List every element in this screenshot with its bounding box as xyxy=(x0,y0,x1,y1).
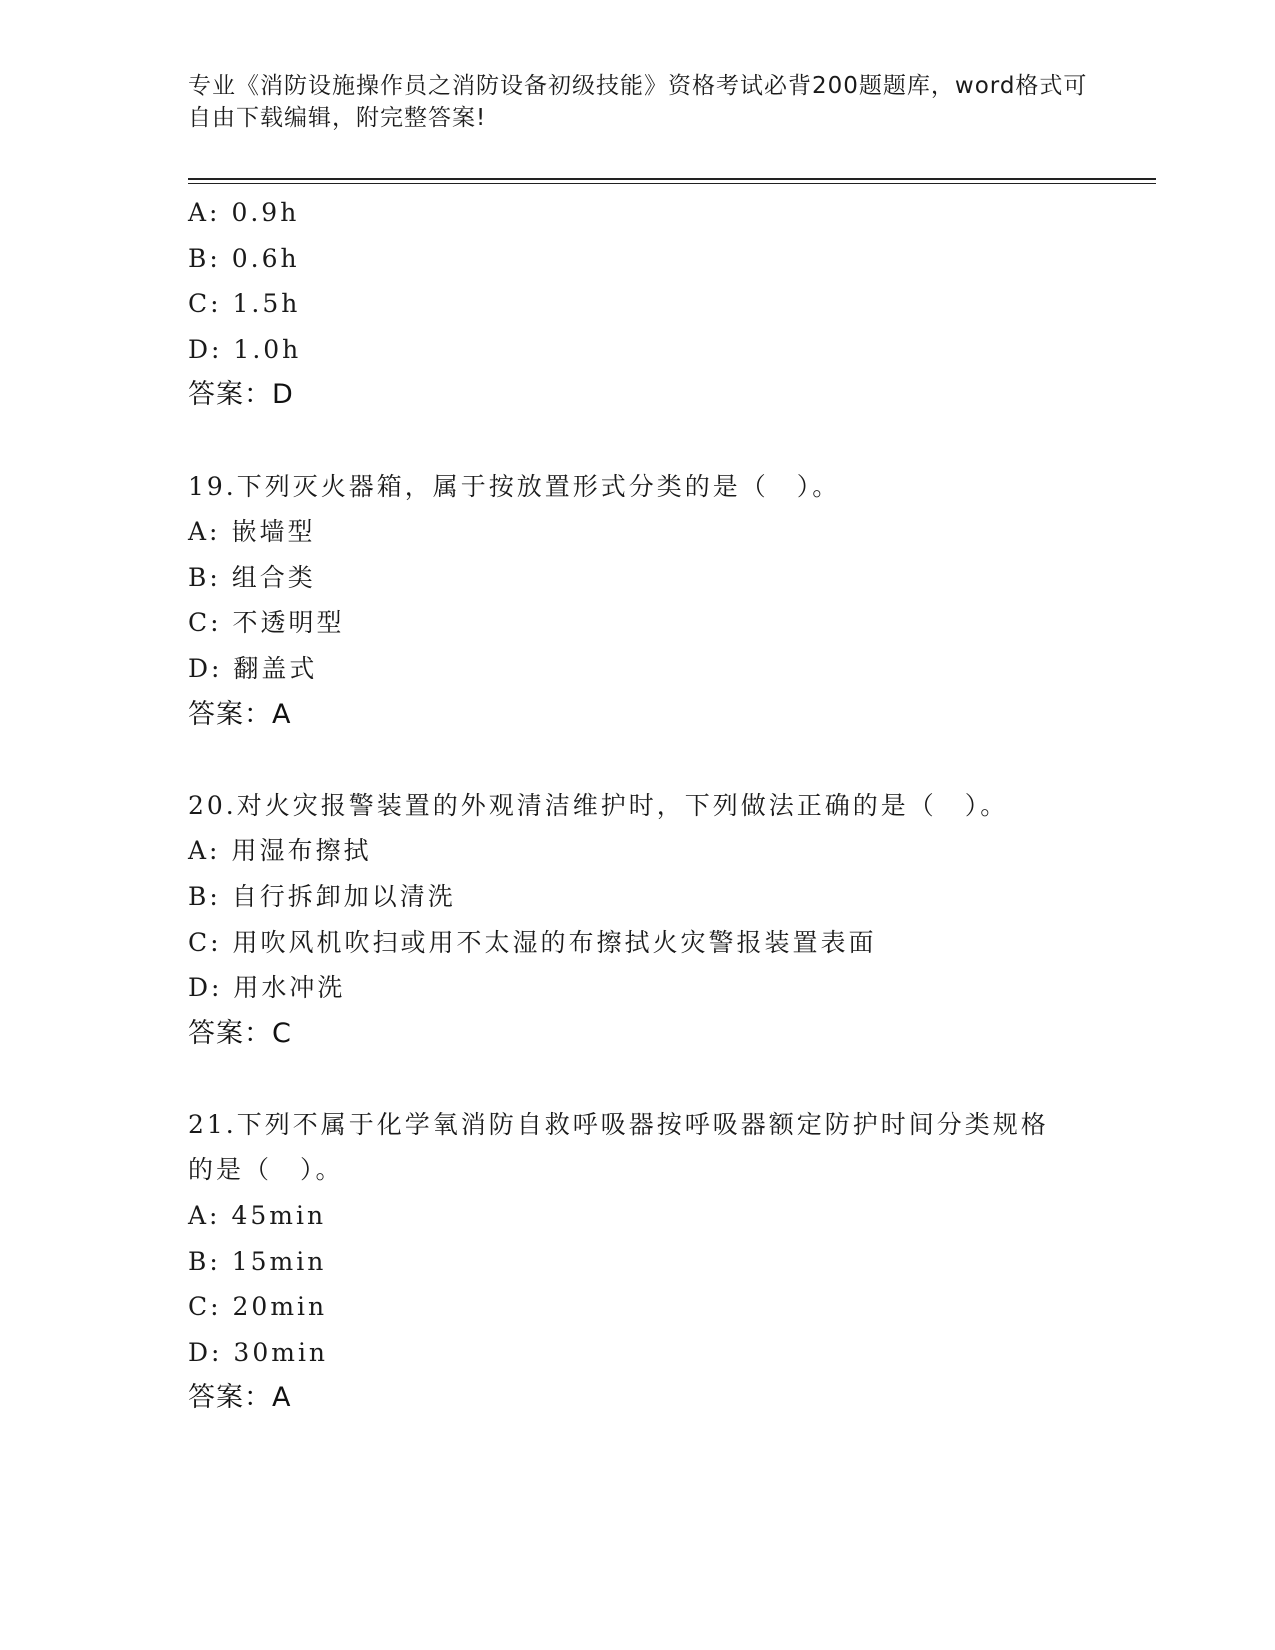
question-stem: 21.下列不属于化学氧消防自救呼吸器按呼吸器额定防护时间分类规格 xyxy=(188,1109,1049,1139)
question-stem: 20.对火灾报警装置的外观清洁维护时，下列做法正确的是（ ）。 xyxy=(188,790,1009,820)
question-stem-continued: 的是（ ）。 xyxy=(188,1155,344,1185)
answer: 答案：C xyxy=(188,1017,292,1049)
answer: 答案：D xyxy=(188,379,294,411)
option-d: D: 翻盖式 xyxy=(188,653,318,683)
question-content xyxy=(188,190,1088,1421)
option-a: A: 0.9h xyxy=(188,198,300,227)
option-b: B: 15min xyxy=(188,1246,327,1276)
option-c: C: 1.5h xyxy=(188,289,301,319)
header-rule-thick xyxy=(188,178,1156,180)
question-20 xyxy=(188,783,1088,1057)
question-21 xyxy=(188,1102,1088,1421)
header-rule-thin xyxy=(188,183,1156,184)
option-c: C: 20min xyxy=(188,1292,328,1322)
option-b: B: 0.6h xyxy=(188,243,300,273)
spacer xyxy=(188,418,1088,464)
spacer xyxy=(188,737,1088,783)
option-a: A: 用湿布擦拭 xyxy=(188,836,372,866)
option-d: D: 30min xyxy=(188,1337,329,1367)
answer: 答案：A xyxy=(188,698,292,730)
option-d: D: 1.0h xyxy=(188,334,302,364)
option-a: A: 45min xyxy=(188,1201,327,1231)
spacer xyxy=(188,1056,1088,1102)
option-c: C: 不透明型 xyxy=(188,608,345,638)
question-19 xyxy=(188,464,1088,738)
option-a: A: 嵌墙型 xyxy=(188,517,316,547)
option-b: B: 自行拆卸加以清洗 xyxy=(188,881,456,911)
partial-question xyxy=(188,190,1088,418)
question-stem: 19.下列灭火器箱，属于按放置形式分类的是（ ）。 xyxy=(188,471,841,501)
document-header: 专业《消防设施操作员之消防设备初级技能》资格考试必背200题题库，word格式可自由下载编辑，附完整答案! xyxy=(188,73,1088,131)
option-d: D: 用水冲洗 xyxy=(188,973,346,1003)
option-b: B: 组合类 xyxy=(188,562,316,592)
answer: 答案：A xyxy=(188,1382,292,1414)
option-c: C: 用吹风机吹扫或用不太湿的布擦拭火灾警报装置表面 xyxy=(188,927,877,957)
